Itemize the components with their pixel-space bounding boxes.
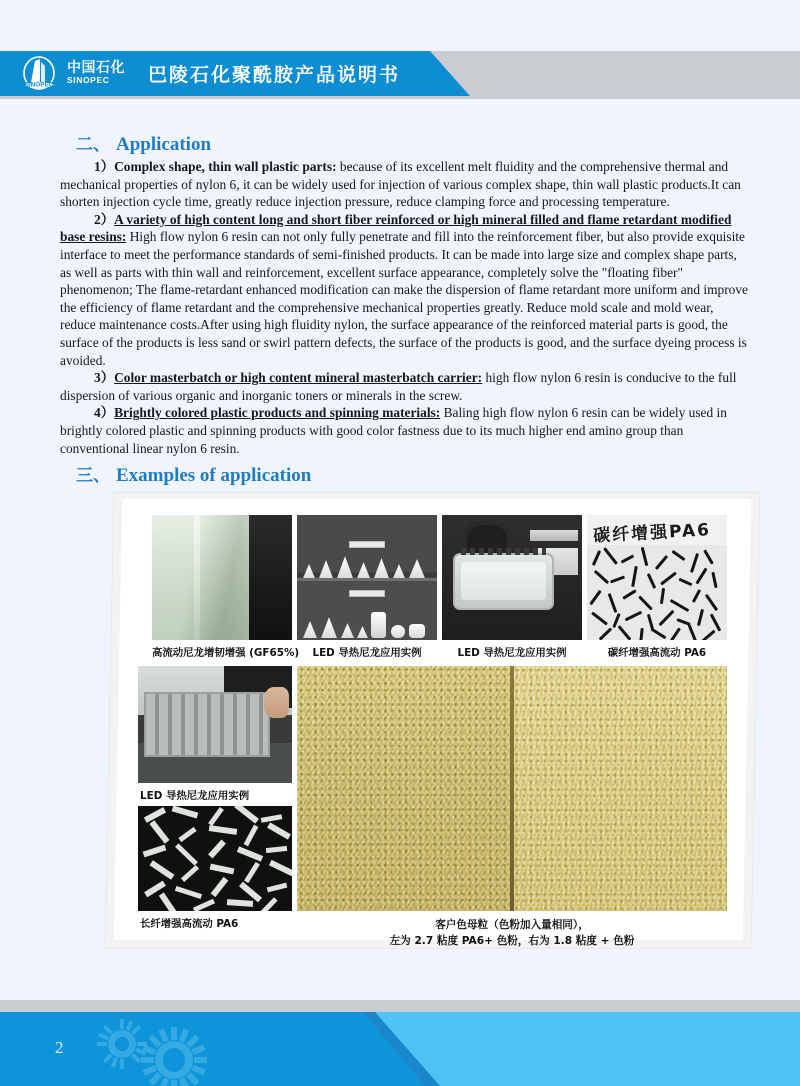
gallery-item-pellets[interactable] (297, 666, 727, 949)
logo-chinese-text: 中国石化 (67, 60, 125, 77)
gallery-caption-carbon-fiber: 碳纤增强高流动 PA6 (607, 647, 707, 660)
gallery-item-led-panel[interactable] (442, 515, 582, 659)
paragraph-3-lead: Color masterbatch or high content mineral masterbatch carrier: (114, 370, 483, 386)
sinopec-logo-icon (20, 55, 58, 93)
gallery-caption-long-fiber: 长纤增强高流动 PA6 (140, 918, 239, 931)
gallery-item-long-fiber[interactable] (138, 806, 292, 930)
paragraph-2-lead: A variety of high content long and short fiber reinforced or high mineral filled and flame retardant modified base resins: (60, 211, 732, 245)
gallery-item-gf65[interactable] (152, 515, 300, 660)
gallery-caption-led-cones: LED 导热尼龙应用实例 (312, 647, 422, 660)
gallery-caption-led-panel: LED 导热尼龙应用实例 (457, 647, 567, 660)
image-gallery (110, 493, 755, 948)
section-heading-application (76, 130, 748, 156)
section-2-title: Examples of application (116, 465, 312, 487)
document-body (0, 106, 800, 1000)
svg-text:SINOPEC: SINOPEC (24, 81, 54, 88)
gallery-caption-led-heatsink: LED 导热尼龙应用实例 (140, 790, 250, 803)
paragraph-2-marker: 2） (94, 211, 115, 227)
handwritten-label: 碳纤增强PA6 (592, 519, 712, 546)
paragraph-2-body: High flow nylon 6 resin can not only fully penetrate and fill into the reinforcement fiber, but also provide exquisite interface to meet the performance standards of semi-finished products. It can be made into large size and complex shape parts, as well as parts with thin wall and reinforcement, excellent surface appearance, completely solve the "floating fiber" phenomenon; The flame-retardant enhanced modification can make the dispersion of flame retardant more uniform and improve the efficiency of flame retardant and the comprehensive mechanical properties greatly. Reduce mold scale and mold wear, reduce maintenance costs.After using high fluidity nylon, the surface appearance of the reinforced material parts is good, the surface of the products is less sand or swirl pattern defects, the surface of the products is good, and the surface dyeing process is avoided. (60, 229, 748, 368)
pellet-comparison-photo (297, 666, 727, 911)
paragraph-4-body: Baling high flow nylon 6 resin can be widely used in brightly colored plastic and spinning products with good color fastness due to its much higher end amino group than conventional linear nylon 6 resin. (60, 405, 727, 456)
page-header (0, 51, 800, 99)
page-footer (0, 1000, 800, 1086)
white-cone-samples-shelf-photo (297, 515, 437, 640)
paragraph-2 (60, 211, 748, 369)
green-molded-part-photo (152, 515, 292, 640)
paragraph-1-marker: 1） (94, 159, 115, 174)
paragraph-4 (60, 404, 748, 457)
gallery-item-led-heatsink[interactable] (138, 666, 292, 802)
paragraph-4-lead: Brightly colored plastic products and spinning materials: (114, 405, 441, 421)
gallery-item-carbon-fiber[interactable] (587, 515, 727, 659)
document-title: 巴陵石化聚酰胺产品说明书 (148, 64, 401, 86)
led-housing-panel-photo (442, 515, 582, 640)
logo-english-text: SINOPEC (67, 75, 110, 86)
fiber-strands (587, 543, 727, 641)
gallery-item-led-cones[interactable] (297, 515, 437, 659)
led-heatsink-fins-photo (138, 666, 292, 783)
gear-icon-large (140, 1026, 208, 1086)
paragraph-3-marker: 3） (94, 370, 115, 386)
footer-main-band (0, 1012, 425, 1086)
pellet-caption-line1: 客户色母粒（色粉加入量相同）， (435, 919, 589, 932)
paragraph-1-lead: Complex shape, thin wall plastic parts: (114, 159, 337, 174)
section-heading-examples (76, 461, 748, 487)
gallery-caption-gf65: 高流动尼龙增韧增强 (GF65%) (152, 647, 300, 660)
section-2-number-cn: 三、 (76, 466, 110, 487)
carbon-fiber-pellets-photo (587, 515, 727, 640)
paragraph-4-marker: 4） (94, 405, 115, 421)
paragraph-3 (60, 369, 748, 404)
section-number-cn: 二、 (76, 135, 110, 155)
yellow-pellets-right-photo (512, 666, 727, 911)
long-glass-fiber-pellets-photo (138, 806, 292, 911)
paragraph-1 (60, 158, 748, 211)
paragraph-3-body: high flow nylon 6 resin is conducive to the full dispersion of various organic and inorganic toners or minerals in the screw. (60, 370, 737, 403)
section-title: Application (116, 134, 212, 155)
paragraph-1-body: because of its excellent melt fluidity and the comprehensive thermal and mechanical properties of nylon 6, it can be widely used for injection of various complex shape, thin wall plastic products.It can shorten injection cycle time, greatly reduce injection pressure, reduce clamping force and processing temperature. (60, 159, 741, 210)
page-number: 2 (55, 1038, 64, 1057)
pellet-caption-line2: 左为 2.7 粘度 PA6+ 色粉，右为 1.8 粘度 + 色粉 (389, 935, 635, 948)
yellow-pellets-left-photo (297, 666, 512, 911)
